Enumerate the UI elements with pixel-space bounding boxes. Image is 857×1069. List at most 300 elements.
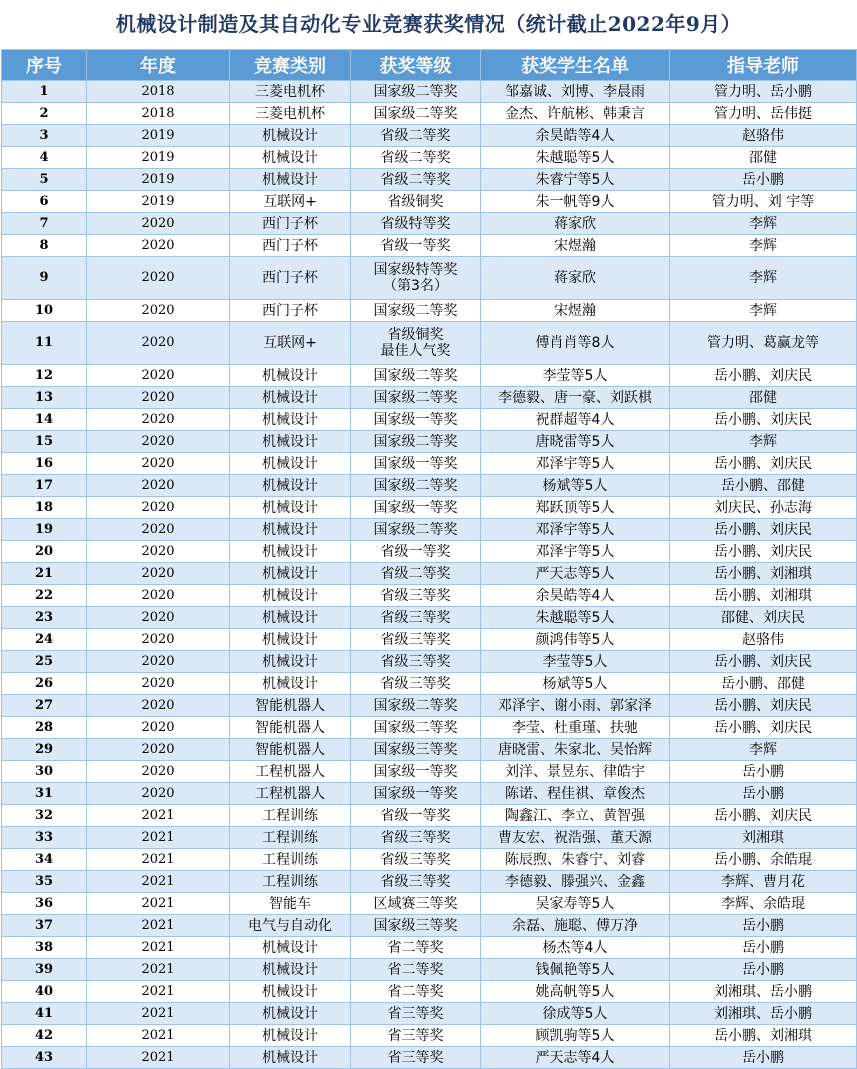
cell-advisors: 李辉 [670,213,857,235]
cell-award-level: 省级三等奖 [351,585,481,607]
cell-award-level: 国家级一等奖 [351,453,481,475]
cell-students: 严天志等5人 [481,563,670,585]
cell-year: 2020 [87,783,230,805]
cell-serial: 18 [2,497,87,519]
cell-category: 机械设计 [230,125,351,147]
cell-students: 邓泽宇等5人 [481,453,670,475]
cell-category: 工程机器人 [230,783,351,805]
header-award-level: 获奖等级 [351,50,481,81]
cell-award-level: 国家级一等奖 [351,761,481,783]
cell-serial: 38 [2,937,87,959]
cell-students: 朱睿宁等5人 [481,169,670,191]
cell-students: 唐晓雷等5人 [481,431,670,453]
table-row [2,431,857,453]
cell-advisors: 岳小鹏、刘湘琪 [670,1025,857,1047]
cell-serial: 32 [2,805,87,827]
cell-serial: 40 [2,981,87,1003]
cell-students: 邓泽宇、谢小雨、郭家泽 [481,695,670,717]
cell-year: 2020 [87,717,230,739]
cell-year: 2020 [87,629,230,651]
cell-award-level: 国家级二等奖 [351,695,481,717]
cell-students: 蒋家欣 [481,257,670,300]
cell-category: 机械设计 [230,147,351,169]
cell-year: 2019 [87,169,230,191]
cell-students: 杨斌等5人 [481,673,670,695]
cell-students: 李莹等5人 [481,651,670,673]
cell-year: 2021 [87,893,230,915]
cell-advisors: 管力明、刘 宇等 [670,191,857,213]
cell-category: 工程训练 [230,827,351,849]
cell-category: 西门子杯 [230,235,351,257]
cell-category: 机械设计 [230,497,351,519]
cell-students: 陈辰煦、朱睿宁、刘睿 [481,849,670,871]
header-year: 年度 [87,50,230,81]
cell-year: 2021 [87,959,230,981]
cell-year: 2019 [87,125,230,147]
cell-serial: 37 [2,915,87,937]
cell-students: 宋煜瀚 [481,235,670,257]
cell-advisors: 李辉 [670,739,857,761]
cell-award-level: 国家级三等奖 [351,915,481,937]
table-row [2,497,857,519]
cell-year: 2019 [87,191,230,213]
cell-serial: 35 [2,871,87,893]
cell-award-level: 省级特等奖 [351,213,481,235]
cell-serial: 43 [2,1047,87,1069]
cell-year: 2020 [87,257,230,300]
cell-serial: 11 [2,322,87,365]
cell-advisors: 岳小鹏 [670,937,857,959]
cell-award-level: 省级三等奖 [351,629,481,651]
cell-category: 西门子杯 [230,300,351,322]
table-row [2,761,857,783]
cell-students: 余昊皓等4人 [481,125,670,147]
cell-serial: 41 [2,1003,87,1025]
cell-year: 2020 [87,563,230,585]
cell-serial: 8 [2,235,87,257]
table-row [2,915,857,937]
cell-award-level: 省三等奖 [351,1047,481,1069]
cell-category: 机械设计 [230,981,351,1003]
cell-students: 杨杰等4人 [481,937,670,959]
table-row [2,871,857,893]
cell-students: 姚高帆等5人 [481,981,670,1003]
cell-year: 2020 [87,387,230,409]
cell-year: 2021 [87,981,230,1003]
cell-category: 电气与自动化 [230,915,351,937]
cell-advisors: 赵骆伟 [670,125,857,147]
cell-year: 2021 [87,805,230,827]
cell-serial: 22 [2,585,87,607]
cell-award-level: 省级一等奖 [351,805,481,827]
cell-year: 2020 [87,322,230,365]
cell-category: 工程训练 [230,849,351,871]
cell-category: 机械设计 [230,475,351,497]
table-row [2,805,857,827]
table-row [2,783,857,805]
table-row [2,629,857,651]
cell-advisors: 岳小鹏、刘庆民 [670,519,857,541]
cell-students: 朱越聪等5人 [481,147,670,169]
cell-advisors: 李辉 [670,235,857,257]
cell-advisors: 岳小鹏 [670,783,857,805]
cell-category: 机械设计 [230,519,351,541]
table-row [2,213,857,235]
cell-award-level: 国家级二等奖 [351,387,481,409]
cell-category: 机械设计 [230,409,351,431]
cell-students: 杨斌等5人 [481,475,670,497]
cell-serial: 33 [2,827,87,849]
cell-serial: 3 [2,125,87,147]
table-header-row [2,50,857,81]
cell-students: 邓泽宇等5人 [481,519,670,541]
cell-award-level: 国家级二等奖 [351,103,481,125]
cell-category: 西门子杯 [230,213,351,235]
cell-category: 智能机器人 [230,739,351,761]
cell-award-level: 省二等奖 [351,959,481,981]
table-row [2,409,857,431]
header-category: 竞赛类别 [230,50,351,81]
cell-award-level: 国家级一等奖 [351,783,481,805]
cell-students: 朱越聪等5人 [481,607,670,629]
cell-advisors: 岳小鹏 [670,1047,857,1069]
cell-students: 李莹、杜重瑾、扶驰 [481,717,670,739]
cell-serial: 42 [2,1025,87,1047]
cell-award-level: 国家级二等奖 [351,365,481,387]
cell-advisors: 岳小鹏、刘庆民 [670,541,857,563]
table-row [2,169,857,191]
cell-category: 机械设计 [230,365,351,387]
cell-year: 2018 [87,103,230,125]
cell-year: 2020 [87,365,230,387]
cell-advisors: 岳小鹏 [670,915,857,937]
table-row [2,300,857,322]
cell-year: 2020 [87,651,230,673]
cell-category: 西门子杯 [230,257,351,300]
cell-year: 2020 [87,213,230,235]
table-body [2,81,857,1069]
cell-award-level: 省级二等奖 [351,563,481,585]
cell-award-level: 国家级一等奖 [351,409,481,431]
cell-advisors: 李辉 [670,431,857,453]
cell-award-level: 省级三等奖 [351,849,481,871]
cell-serial: 24 [2,629,87,651]
cell-award-level: 省级二等奖 [351,125,481,147]
cell-advisors: 赵骆伟 [670,629,857,651]
cell-serial: 10 [2,300,87,322]
cell-year: 2020 [87,761,230,783]
cell-advisors: 岳小鹏、余皓琨 [670,849,857,871]
cell-serial: 12 [2,365,87,387]
cell-serial: 20 [2,541,87,563]
cell-serial: 14 [2,409,87,431]
cell-advisors: 李辉、曹月花 [670,871,857,893]
table-row [2,81,857,103]
table-row [2,651,857,673]
cell-award-level: 省级铜奖 [351,191,481,213]
table-row [2,519,857,541]
cell-advisors: 李辉 [670,257,857,300]
cell-category: 智能机器人 [230,695,351,717]
cell-serial: 30 [2,761,87,783]
cell-award-level: 省级一等奖 [351,541,481,563]
cell-year: 2021 [87,849,230,871]
cell-serial: 39 [2,959,87,981]
table-row [2,322,857,365]
cell-category: 机械设计 [230,673,351,695]
cell-award-level: 国家级二等奖 [351,81,481,103]
cell-category: 机械设计 [230,1047,351,1069]
cell-year: 2021 [87,915,230,937]
cell-category: 机械设计 [230,453,351,475]
cell-serial: 9 [2,257,87,300]
cell-year: 2020 [87,695,230,717]
cell-serial: 2 [2,103,87,125]
cell-year: 2020 [87,453,230,475]
cell-category: 机械设计 [230,585,351,607]
table-row [2,893,857,915]
cell-students: 徐成等5人 [481,1003,670,1025]
cell-year: 2019 [87,147,230,169]
cell-year: 2020 [87,235,230,257]
cell-serial: 23 [2,607,87,629]
cell-award-level: 省二等奖 [351,981,481,1003]
table-row [2,563,857,585]
cell-award-level: 区域赛三等奖 [351,893,481,915]
cell-advisors: 邵健 [670,387,857,409]
cell-serial: 6 [2,191,87,213]
cell-award-level: 省级三等奖 [351,651,481,673]
cell-advisors: 李辉 [670,300,857,322]
cell-serial: 5 [2,169,87,191]
cell-award-level: 国家级三等奖 [351,739,481,761]
cell-students: 李德毅、滕强兴、金鑫 [481,871,670,893]
cell-serial: 13 [2,387,87,409]
cell-year: 2021 [87,1047,230,1069]
cell-students: 吴家寿等5人 [481,893,670,915]
table-row [2,607,857,629]
table-row [2,387,857,409]
cell-year: 2020 [87,475,230,497]
cell-students: 邓泽宇等5人 [481,541,670,563]
table-row [2,365,857,387]
cell-students: 郑跃顶等5人 [481,497,670,519]
cell-category: 机械设计 [230,1025,351,1047]
cell-students: 宋煜瀚 [481,300,670,322]
cell-serial: 31 [2,783,87,805]
cell-advisors: 岳小鹏、刘湘琪 [670,585,857,607]
table-row [2,1003,857,1025]
cell-advisors: 岳小鹏、刘庆民 [670,453,857,475]
cell-year: 2021 [87,937,230,959]
cell-students: 钱佩艳等5人 [481,959,670,981]
cell-award-level: 省级三等奖 [351,871,481,893]
cell-serial: 4 [2,147,87,169]
cell-award-level: 国家级特等奖 （第3名） [351,257,481,300]
table-row [2,147,857,169]
cell-advisors: 管力明、岳小鹏 [670,81,857,103]
cell-advisors: 岳小鹏 [670,761,857,783]
cell-students: 曹友宏、祝浩强、董天源 [481,827,670,849]
cell-category: 机械设计 [230,937,351,959]
cell-students: 严天志等4人 [481,1047,670,1069]
cell-advisors: 岳小鹏、刘庆民 [670,365,857,387]
cell-year: 2020 [87,607,230,629]
cell-serial: 21 [2,563,87,585]
cell-category: 机械设计 [230,607,351,629]
cell-category: 互联网+ [230,191,351,213]
cell-category: 三菱电机杯 [230,103,351,125]
cell-award-level: 国家级二等奖 [351,717,481,739]
cell-serial: 26 [2,673,87,695]
cell-award-level: 省二等奖 [351,937,481,959]
cell-advisors: 邵健、刘庆民 [670,607,857,629]
cell-advisors: 刘湘琪、岳小鹏 [670,1003,857,1025]
cell-award-level: 省级三等奖 [351,607,481,629]
cell-students: 朱一帆等9人 [481,191,670,213]
cell-award-level: 省三等奖 [351,1025,481,1047]
cell-serial: 19 [2,519,87,541]
cell-serial: 16 [2,453,87,475]
table-row [2,849,857,871]
cell-category: 机械设计 [230,629,351,651]
table-row [2,585,857,607]
table-row [2,1025,857,1047]
cell-serial: 1 [2,81,87,103]
header-advisors: 指导老师 [670,50,857,81]
cell-advisors: 管力明、岳伟挺 [670,103,857,125]
cell-advisors: 岳小鹏、刘庆民 [670,651,857,673]
cell-advisors: 李辉、余皓琨 [670,893,857,915]
cell-award-level: 省三等奖 [351,1003,481,1025]
cell-category: 机械设计 [230,563,351,585]
cell-award-level: 国家级一等奖 [351,497,481,519]
cell-advisors: 岳小鹏、邵健 [670,475,857,497]
cell-advisors: 刘湘琪 [670,827,857,849]
table-row [2,235,857,257]
cell-category: 工程训练 [230,805,351,827]
cell-students: 陈诺、程佳祺、章俊杰 [481,783,670,805]
table-row [2,475,857,497]
table-row [2,541,857,563]
document-title: 机械设计制造及其自动化专业竞赛获奖情况（统计截止2022年9月） [115,12,742,36]
table-row [2,1047,857,1069]
cell-category: 机械设计 [230,1003,351,1025]
cell-students: 祝群超等4人 [481,409,670,431]
cell-students: 刘洋、景昱东、律皓宇 [481,761,670,783]
cell-category: 智能机器人 [230,717,351,739]
table-row [2,981,857,1003]
cell-advisors: 岳小鹏、刘庆民 [670,717,857,739]
table-row [2,103,857,125]
cell-students: 李德毅、唐一豪、刘跃棋 [481,387,670,409]
cell-year: 2020 [87,431,230,453]
cell-students: 蒋家欣 [481,213,670,235]
table-row [2,717,857,739]
cell-year: 2020 [87,673,230,695]
cell-serial: 15 [2,431,87,453]
cell-category: 机械设计 [230,541,351,563]
table-row [2,959,857,981]
cell-category: 机械设计 [230,169,351,191]
cell-category: 工程机器人 [230,761,351,783]
cell-students: 顾凯驹等5人 [481,1025,670,1047]
cell-year: 2020 [87,739,230,761]
cell-year: 2021 [87,827,230,849]
cell-year: 2020 [87,541,230,563]
cell-advisors: 管力明、葛赢龙等 [670,322,857,365]
cell-award-level: 国家级二等奖 [351,475,481,497]
cell-category: 三菱电机杯 [230,81,351,103]
table-row [2,191,857,213]
header-serial: 序号 [2,50,87,81]
cell-category: 互联网+ [230,322,351,365]
cell-award-level: 省级二等奖 [351,147,481,169]
header-students: 获奖学生名单 [481,50,670,81]
table-row [2,739,857,761]
cell-serial: 7 [2,213,87,235]
table-row [2,695,857,717]
cell-students: 颜鸿伟等5人 [481,629,670,651]
cell-advisors: 岳小鹏、刘庆民 [670,695,857,717]
cell-serial: 28 [2,717,87,739]
table-row [2,125,857,147]
cell-category: 机械设计 [230,431,351,453]
cell-category: 机械设计 [230,651,351,673]
cell-advisors: 岳小鹏 [670,169,857,191]
cell-students: 金杰、许航彬、韩秉言 [481,103,670,125]
cell-year: 2021 [87,1025,230,1047]
table-row [2,937,857,959]
cell-advisors: 邵健 [670,147,857,169]
cell-advisors: 岳小鹏、刘湘琪 [670,563,857,585]
cell-award-level: 国家级二等奖 [351,300,481,322]
cell-serial: 17 [2,475,87,497]
cell-year: 2018 [87,81,230,103]
cell-serial: 27 [2,695,87,717]
cell-category: 智能车 [230,893,351,915]
cell-students: 余磊、施聪、傅万净 [481,915,670,937]
cell-year: 2020 [87,300,230,322]
table-row [2,673,857,695]
cell-award-level: 省级一等奖 [351,235,481,257]
cell-advisors: 刘庆民、孙志海 [670,497,857,519]
cell-advisors: 刘湘琪、岳小鹏 [670,981,857,1003]
cell-advisors: 岳小鹏、刘庆民 [670,805,857,827]
cell-serial: 29 [2,739,87,761]
cell-students: 陶鑫江、李立、黄智强 [481,805,670,827]
cell-students: 傅肖肖等8人 [481,322,670,365]
table-row [2,453,857,475]
cell-year: 2020 [87,585,230,607]
cell-award-level: 省级三等奖 [351,673,481,695]
cell-advisors: 岳小鹏 [670,959,857,981]
cell-award-level: 国家级二等奖 [351,519,481,541]
cell-year: 2020 [87,519,230,541]
cell-year: 2020 [87,497,230,519]
cell-category: 机械设计 [230,959,351,981]
cell-year: 2021 [87,871,230,893]
cell-serial: 36 [2,893,87,915]
cell-year: 2021 [87,1003,230,1025]
cell-award-level: 省级二等奖 [351,169,481,191]
cell-serial: 25 [2,651,87,673]
cell-advisors: 岳小鹏、邵健 [670,673,857,695]
cell-award-level: 国家级二等奖 [351,431,481,453]
cell-award-level: 省级铜奖 最佳人气奖 [351,322,481,365]
cell-students: 李莹等5人 [481,365,670,387]
awards-table [1,49,857,1069]
